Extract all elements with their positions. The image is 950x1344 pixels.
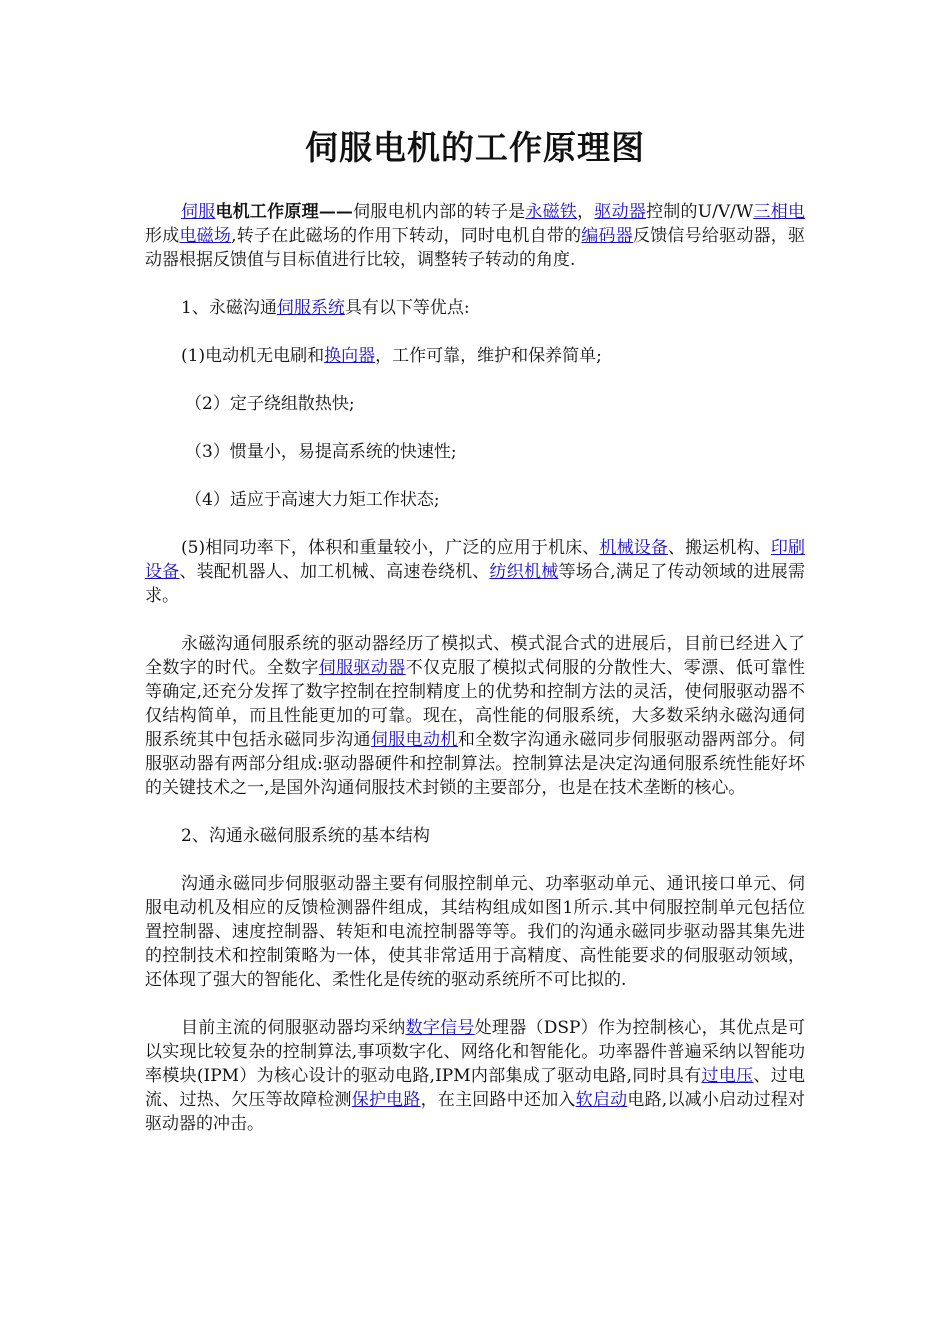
paragraph-advantages-heading: 1、永磁沟通伺服系统具有以下等优点: [181,298,470,318]
link-commutator[interactable]: 换向器 [324,346,376,366]
advantage-item-3: （3）惯量小，易提高系统的快速性; [185,442,457,462]
link-digital-signal[interactable]: 数字信号 [405,1018,475,1038]
link-overvoltage[interactable]: 过电压 [701,1066,754,1086]
advantage-item-4: （4）适应于高速大力矩工作状态; [185,490,440,510]
link-electromagnetic-field[interactable]: 电磁场 [179,226,232,246]
link-printing-equipment[interactable]: 印刷设备 [145,538,805,582]
link-permanent-magnet[interactable]: 永磁铁 [525,202,578,222]
link-servo-driver[interactable]: 伺服驱动器 [318,658,406,678]
paragraph-intro: 伺服电机工作原理——伺服电机内部的转子是永磁铁，驱动器控制的U/V/W三相电形成电磁场,转子在此磁场的作用下转动，同时电机自带的编码器反馈信号给驱动器，驱动器根据反馈值与目标值进行比较，调整转子转动的角度. [145,202,806,270]
link-driver[interactable]: 驱动器 [594,202,647,222]
section-heading-structure: 2、沟通永磁伺服系统的基本结构 [181,826,430,846]
advantage-item-5: (5)相同功率下，体积和重量较小，广泛的应用于机床、机械设备、搬运机构、印刷设备、装配机器人、加工机械、高速卷绕机、纺织机械等场合,满足了传动领域的进展需求。 [145,538,806,606]
advantage-item-1: (1)电动机无电刷和换向器，工作可靠，维护和保养简单; [181,346,602,366]
bold-label: 电机工作原理—— [215,202,353,222]
link-encoder[interactable]: 编码器 [581,226,633,246]
link-servo[interactable]: 伺服 [181,202,216,222]
page-title: 伺服电机的工作原理图 [305,128,645,167]
document-page [145,118,805,1160]
paragraph-driver-history: 永磁沟通伺服系统的驱动器经历了模拟式、模式混合式的进展后，目前已经进入了全数字的时代。全数字伺服驱动器不仅克服了模拟式伺服的分散性大、零漂、低可靠性等确定,还充分发挥了数字控制在控制精度上的优势和控制方法的灵活，使伺服驱动器不仅结构简单，而且性能更加的可靠。现在，高性能的伺服系统，大多数采纳永磁沟通伺服系统其中包括永磁同步沟通伺服电动机和全数字沟通永磁同步伺服驱动器两部分。伺服驱动器有两部分组成:驱动器硬件和控制算法。控制算法是决定沟通伺服系统性能好坏的关键技术之一,是国外沟通伺服技术封锁的主要部分，也是在技术垄断的核心。 [145,634,806,798]
link-servo-system[interactable]: 伺服系统 [276,298,345,318]
link-machinery[interactable]: 机械设备 [599,538,669,558]
link-three-phase[interactable]: 三相电 [753,202,806,222]
advantage-item-2: （2）定子绕组散热快; [185,394,355,414]
link-servo-motor[interactable]: 伺服电动机 [370,730,458,750]
paragraph-dsp: 目前主流的伺服驱动器均采纳数字信号处理器（DSP）作为控制核心，其优点是可以实现比较复杂的控制算法,事项数字化、网络化和智能化。功率器件普遍采纳以智能功率模块(IPM）为核心设计的驱动电路,IPM内部集成了驱动电路,同时具有过电压、过电流、过热、欠压等故障检测保护电路，在主回路中还加入软启动电路,以减小启动过程对驱动器的冲击。 [145,1018,806,1134]
link-textile-machinery[interactable]: 纺织机械 [489,562,559,582]
link-protection-circuit[interactable]: 保护电路 [351,1090,421,1110]
link-soft-start[interactable]: 软启动 [575,1090,628,1110]
paragraph-structure: 沟通永磁同步伺服驱动器主要有伺服控制单元、功率驱动单元、通讯接口单元、伺服电动机及相应的反馈检测器件组成，其结构组成如图1所示.其中伺服控制单元包括位置控制器、速度控制器、转矩和电流控制器等等。我们的沟通永磁同步驱动器其集先进的控制技术和控制策略为一体，使其非常适用于高精度、高性能要求的伺服驱动领域，还体现了强大的智能化、柔性化是传统的驱动系统所不可比拟的. [145,874,805,990]
